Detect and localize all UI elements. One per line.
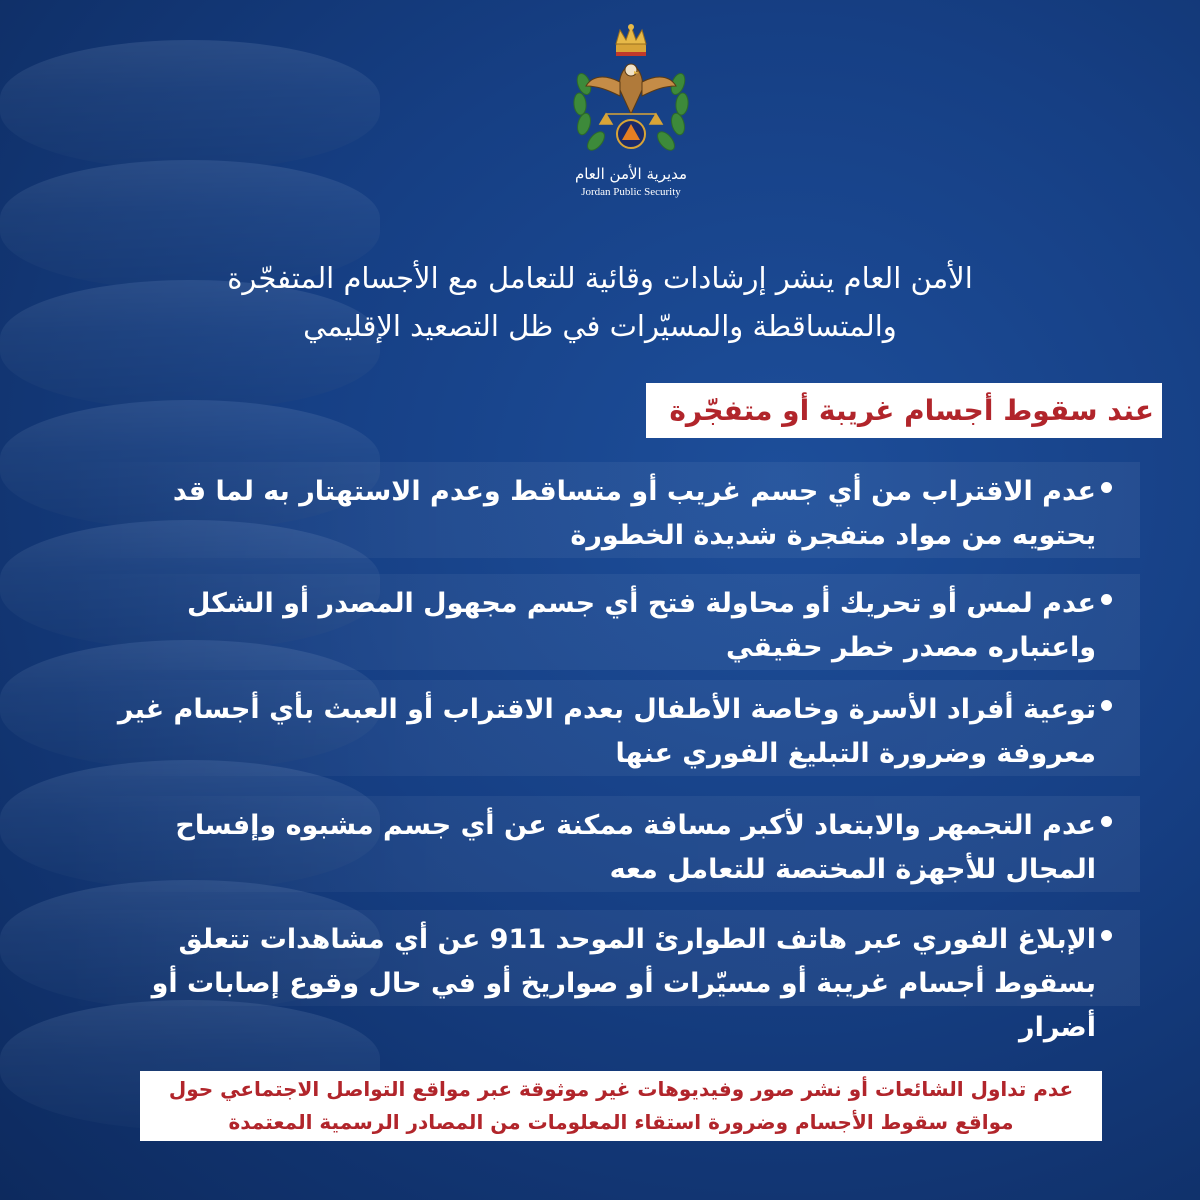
bullet-dot-icon bbox=[1101, 594, 1112, 605]
list-item-text: عدم لمس أو تحريك أو محاولة فتح أي جسم مجهول المصدر أو الشكل واعتباره مصدر خطر حقيقي bbox=[187, 588, 1096, 663]
bullet-dot-icon bbox=[1101, 816, 1112, 827]
bullet-dot-icon bbox=[1101, 930, 1112, 941]
warning-line-2: مواقع سقوط الأجسام وضرورة استقاء المعلومات من المصادر الرسمية المعتمدة bbox=[228, 1110, 1014, 1134]
list-item bbox=[60, 574, 1140, 670]
headline bbox=[160, 254, 1040, 350]
list-item bbox=[60, 910, 1140, 1043]
tower-ring bbox=[0, 40, 380, 170]
logo-caption-english: Jordan Public Security bbox=[581, 186, 681, 198]
bullet-dot-icon bbox=[1101, 482, 1112, 493]
jordan-public-security-emblem-icon bbox=[570, 24, 692, 164]
list-item bbox=[60, 796, 1140, 892]
list-item-text: عدم الاقتراب من أي جسم غريب أو متساقط وعدم الاستهتار به لما قد يحتويه من مواد متفجرة شديدة الخطورة bbox=[172, 476, 1096, 551]
list-item-text: الإبلاغ الفوري عبر هاتف الطوارئ الموحد 911 عن أي مشاهدات تتعلق بسقوط أجسام غريبة أو مسيّرات أو صواريخ أو في حال وقوع إصابات أو أضرار bbox=[151, 924, 1096, 1043]
section-title: عند سقوط أجسام غريبة أو متفجّرة bbox=[646, 383, 1162, 438]
list-item-text: عدم التجمهر والابتعاد لأكبر مسافة ممكنة عن أي جسم مشبوه وإفساح المجال للأجهزة المختصة للتعامل معه bbox=[175, 810, 1096, 885]
warning-box bbox=[140, 1071, 1102, 1141]
list-item bbox=[60, 680, 1140, 776]
list-item bbox=[60, 462, 1140, 558]
warning-line-1: عدم تداول الشائعات أو نشر صور وفيديوهات غير موثوقة عبر مواقع التواصل الاجتماعي حول bbox=[168, 1077, 1074, 1101]
headline-line-2: والمتساقطة والمسيّرات في ظل التصعيد الإقليمي bbox=[303, 309, 897, 343]
list-item-text: توعية أفراد الأسرة وخاصة الأطفال بعدم الاقتراب أو العبث بأي أجسام غير معروفة وضرورة التبليغ الفوري عنها bbox=[117, 694, 1096, 769]
bullet-dot-icon bbox=[1101, 700, 1112, 711]
logo-caption-arabic: مديرية الأمن العام bbox=[574, 165, 688, 183]
headline-line-1: الأمن العام ينشر إرشادات وقائية للتعامل مع الأجسام المتفجّرة bbox=[227, 261, 973, 295]
